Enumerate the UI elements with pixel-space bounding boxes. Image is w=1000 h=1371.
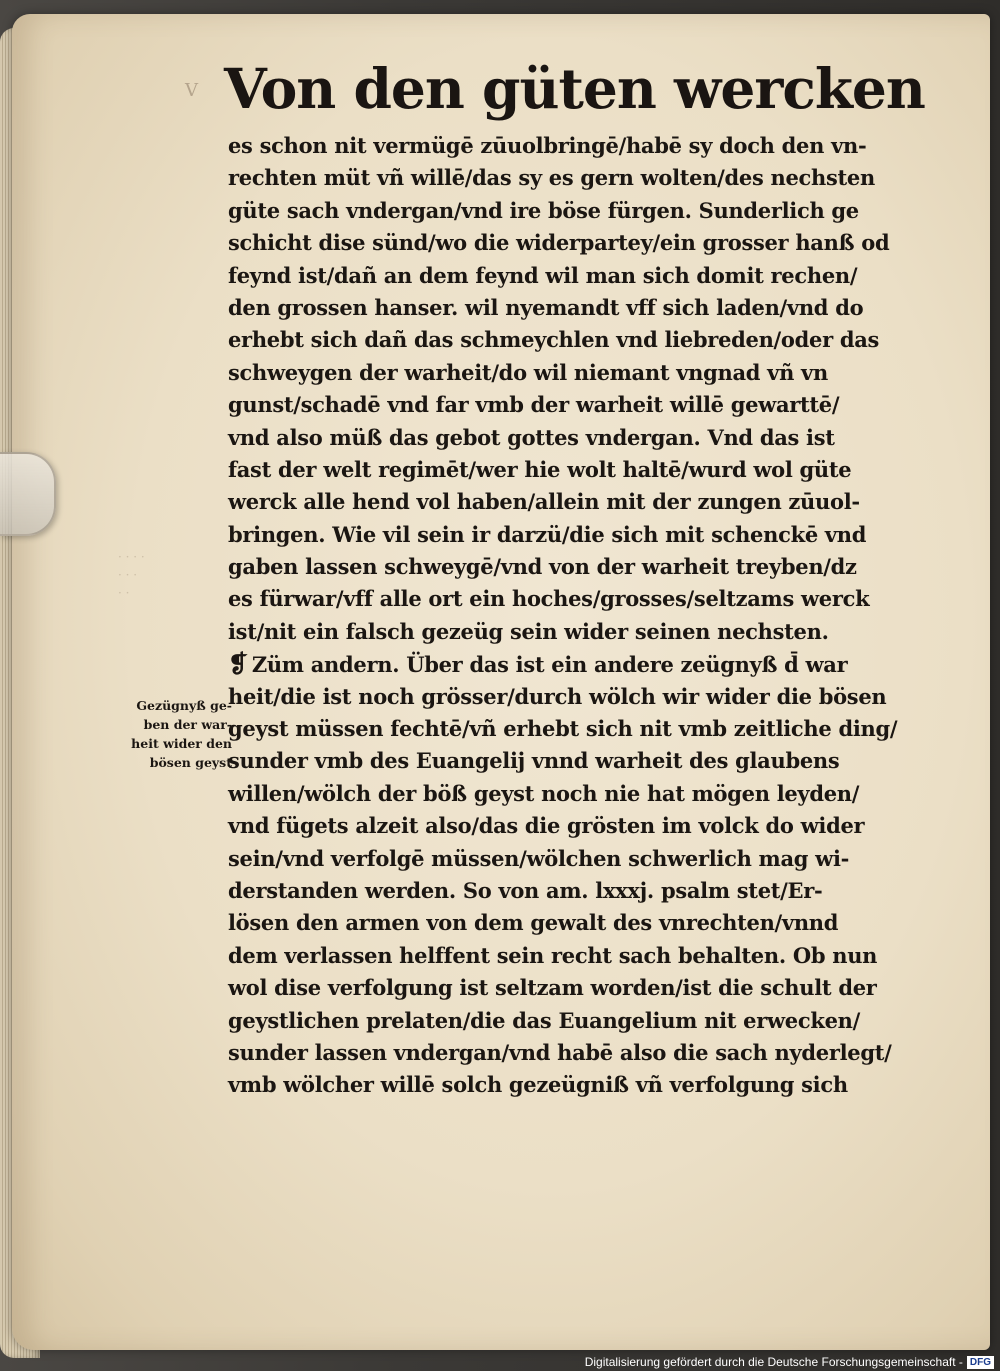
text-line: vnd also müß das gebot gottes vndergan. Vnd das ist bbox=[228, 424, 835, 450]
text-line: rechten müt vñ willē/das sy es gern wolten/des nechsten bbox=[228, 165, 875, 191]
text-line: gunst/schadē vnd far vmb der warheit willē gewarttē/ bbox=[228, 392, 840, 418]
text-line: wol dise verfolgung ist seltzam worden/ist die schult der bbox=[228, 975, 877, 1001]
text-line: den grossen hanser. wil nyemandt vff sich laden/vnd do bbox=[228, 294, 864, 320]
bleed-line: · · · bbox=[118, 568, 138, 582]
faint-mark: V bbox=[185, 80, 198, 101]
bleed-through-text bbox=[118, 548, 145, 602]
text-line: schweygen der warheit/do wil niemant vngnad vñ vn bbox=[228, 359, 828, 385]
credit-text: Digitalisierung gefördert durch die Deutsche Forschungsgemeinschaft - bbox=[584, 1355, 963, 1369]
page-clip bbox=[0, 452, 56, 536]
text-line: geystlichen prelaten/die das Euangelium nit erwecken/ bbox=[228, 1007, 860, 1033]
text-line: geyst müssen fechtē/vñ erhebt sich nit vmb zeitliche ding/ bbox=[228, 716, 898, 742]
text-line: feynd ist/dañ an dem feynd wil man sich domit rechen/ bbox=[228, 262, 858, 288]
text-line: dem verlassen helffent sein recht sach behalten. Ob nun bbox=[228, 942, 878, 968]
text-line: es schon nit vermügē zūuolbringē/habē sy doch den vn- bbox=[228, 133, 867, 158]
marginal-note-line: ben der war- bbox=[143, 717, 232, 732]
text-line: vmb wölcher willē solch gezeügniß vñ verfolgung sich bbox=[228, 1072, 848, 1098]
text-line: heit/die ist noch grösser/durch wölch wir wider die bösen bbox=[228, 683, 887, 709]
text-line: sein/vnd verfolgē müssen/wölchen schwerlich mag wi- bbox=[228, 845, 850, 871]
text-line: güte sach vndergan/vnd ire böse fürgen. Sunderlich ge bbox=[228, 197, 859, 223]
text-line: schicht dise sünd/wo die widerpartey/ein grosser hanß od bbox=[228, 230, 890, 256]
text-line: werck alle hend vol haben/allein mit der zungen zūuol- bbox=[228, 489, 860, 515]
text-line: gaben lassen schweygē/vnd von der warheit treyben/dz bbox=[228, 554, 857, 580]
text-line: willen/wölch der böß geyst noch nie hat mögen leyden/ bbox=[228, 780, 860, 806]
text-line: sunder vmb des Euangelij vnnd warheit des glaubens bbox=[228, 748, 840, 774]
paragraph-mark-icon: ❡ bbox=[228, 649, 248, 679]
bleed-line: · · · · bbox=[118, 550, 145, 564]
text-line: ist/nit ein falsch gezeüg sein wider seinen nechsten. bbox=[228, 618, 829, 644]
text-line: lösen den armen von dem gewalt des vnrechten/vnnd bbox=[228, 910, 839, 936]
text-line: fast der welt regimēt/wer hie wolt haltē/wurd wol güte bbox=[228, 456, 852, 482]
page-heading: Von den güten wercken bbox=[224, 56, 925, 121]
text-line: derstanden werden. So von am. lxxxj. psalm stet/Er- bbox=[228, 877, 823, 903]
text-line: bringen. Wie vil sein ir darzü/die sich mit schenckē vnd bbox=[228, 521, 867, 547]
digitization-credit bbox=[585, 1355, 994, 1369]
text-line: es fürwar/vff alle ort ein hoches/grosses/seltzams werck bbox=[228, 586, 870, 612]
marginal-note bbox=[92, 696, 232, 772]
dfg-logo-icon: DFG bbox=[967, 1356, 994, 1369]
marginal-note-line: Gezügnyß ge- bbox=[136, 698, 232, 713]
text-line: sunder lassen vndergan/vnd habē also die sach nyderlegt/ bbox=[228, 1039, 892, 1065]
marginal-note-line: heit wider den bbox=[131, 736, 232, 751]
marginal-note-line: bösen geyst bbox=[149, 755, 232, 770]
body-text bbox=[228, 130, 918, 1102]
text-line: erhebt sich dañ das schmeychlen vnd liebreden/oder das bbox=[228, 327, 880, 353]
text-line: vnd fügets alzeit also/das die grösten im volck do wider bbox=[228, 813, 865, 839]
paragraph-start-line bbox=[228, 648, 918, 680]
text-line: Züm andern. Über das ist ein andere zeügnyß d̄ war bbox=[251, 652, 848, 678]
bleed-line: · · bbox=[118, 586, 130, 600]
